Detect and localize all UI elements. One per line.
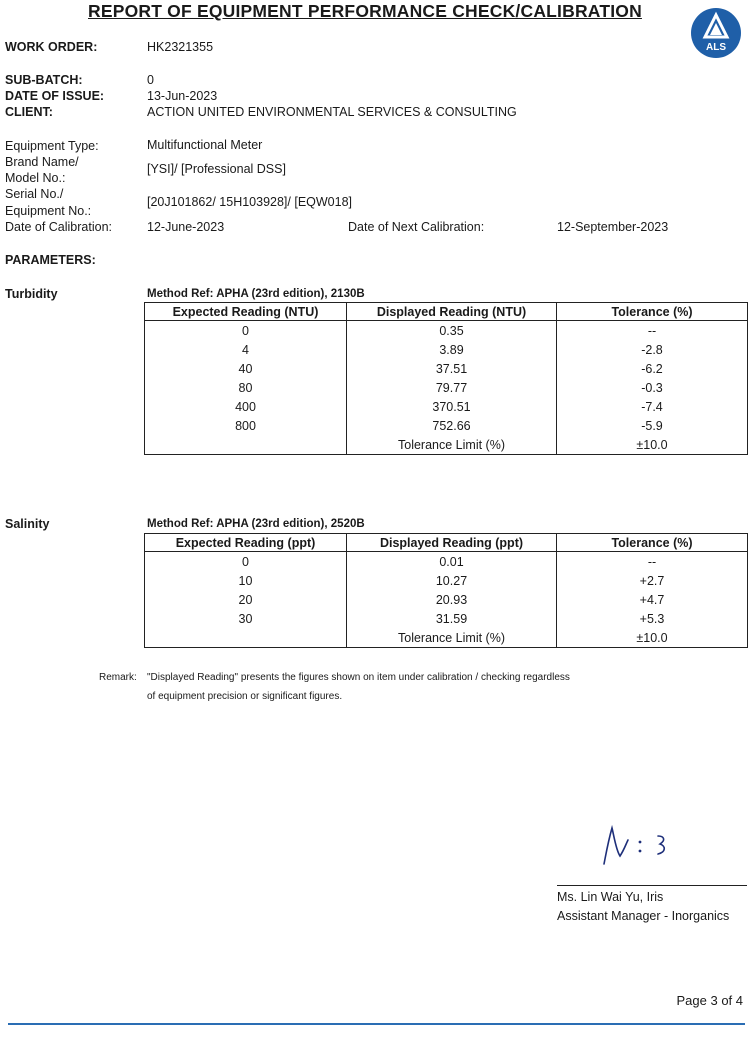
table-header-row bbox=[145, 303, 748, 321]
work-order-value: HK2321355 bbox=[147, 40, 214, 54]
tolerance-limit-value: ±10.0 bbox=[557, 435, 748, 455]
displayed-cell: 31.59 bbox=[347, 609, 557, 628]
tolerance-cell: +2.7 bbox=[557, 571, 748, 590]
tolerance-limit-label: Tolerance Limit (%) bbox=[347, 628, 557, 648]
expected-cell: 10 bbox=[145, 571, 347, 590]
turbidity-method: Method Ref: APHA (23rd edition), 2130B bbox=[147, 288, 365, 300]
column-header: Displayed Reading (ppt) bbox=[347, 534, 557, 552]
remark-label: Remark: bbox=[99, 672, 137, 683]
table-header-row bbox=[145, 534, 748, 552]
equipment-type-value: Multifunctional Meter bbox=[147, 138, 263, 152]
sub-batch-value: 0 bbox=[147, 73, 154, 87]
tolerance-cell: -- bbox=[557, 321, 748, 341]
tolerance-limit-row bbox=[145, 435, 748, 455]
table-row bbox=[145, 590, 748, 609]
serial-value: [20J101862/ 15H103928]/ [EQW018] bbox=[147, 195, 353, 209]
expected-cell: 20 bbox=[145, 590, 347, 609]
expected-cell: 80 bbox=[145, 378, 347, 397]
displayed-cell: 0.01 bbox=[347, 552, 557, 572]
tolerance-cell: -7.4 bbox=[557, 397, 748, 416]
expected-cell: 40 bbox=[145, 359, 347, 378]
turbidity-table bbox=[144, 302, 748, 455]
logo-text: ALS bbox=[706, 42, 726, 53]
displayed-cell: 79.77 bbox=[347, 378, 557, 397]
als-logo bbox=[690, 7, 742, 59]
table-row bbox=[145, 359, 748, 378]
column-header: Expected Reading (ppt) bbox=[145, 534, 347, 552]
displayed-cell: 37.51 bbox=[347, 359, 557, 378]
tolerance-limit-value: ±10.0 bbox=[557, 628, 748, 648]
empty-cell bbox=[145, 628, 347, 648]
table-row bbox=[145, 340, 748, 359]
next-calibration-value: 12-September-2023 bbox=[557, 220, 669, 234]
serial-label-1: Serial No./ bbox=[5, 187, 64, 201]
expected-cell: 30 bbox=[145, 609, 347, 628]
displayed-cell: 752.66 bbox=[347, 416, 557, 435]
footer-divider bbox=[8, 1023, 745, 1025]
displayed-cell: 370.51 bbox=[347, 397, 557, 416]
work-order-label: WORK ORDER: bbox=[5, 40, 98, 54]
displayed-cell: 20.93 bbox=[347, 590, 557, 609]
serial-label-2: Equipment No.: bbox=[5, 204, 92, 218]
table-row bbox=[145, 416, 748, 435]
signatory-title: Assistant Manager - Inorganics bbox=[557, 909, 730, 923]
displayed-cell: 0.35 bbox=[347, 321, 557, 341]
table-row bbox=[145, 378, 748, 397]
column-header: Displayed Reading (NTU) bbox=[347, 303, 557, 321]
salinity-table bbox=[144, 533, 748, 648]
parameters-label: PARAMETERS: bbox=[5, 253, 96, 267]
displayed-cell: 10.27 bbox=[347, 571, 557, 590]
salinity-method: Method Ref: APHA (23rd edition), 2520B bbox=[147, 518, 365, 530]
table-row bbox=[145, 552, 748, 572]
column-header: Expected Reading (NTU) bbox=[145, 303, 347, 321]
handwritten-signature bbox=[596, 820, 676, 868]
expected-cell: 4 bbox=[145, 340, 347, 359]
report-title: REPORT OF EQUIPMENT PERFORMANCE CHECK/CALIBRATION bbox=[88, 1, 642, 21]
column-header: Tolerance (%) bbox=[557, 534, 748, 552]
signature-line bbox=[557, 885, 747, 886]
brand-label-2: Model No.: bbox=[5, 171, 66, 185]
calibration-date-label: Date of Calibration: bbox=[5, 220, 113, 234]
equipment-type-label: Equipment Type: bbox=[5, 139, 99, 153]
table-row bbox=[145, 609, 748, 628]
date-of-issue-label: DATE OF ISSUE: bbox=[5, 89, 105, 103]
tolerance-cell: +5.3 bbox=[557, 609, 748, 628]
date-of-issue-value: 13-Jun-2023 bbox=[147, 89, 218, 103]
client-label: CLIENT: bbox=[5, 105, 53, 119]
signatory-name: Ms. Lin Wai Yu, Iris bbox=[557, 890, 664, 904]
tolerance-limit-row bbox=[145, 628, 748, 648]
tolerance-cell: -- bbox=[557, 552, 748, 572]
calibration-date-value: 12-June-2023 bbox=[147, 220, 225, 234]
column-header: Tolerance (%) bbox=[557, 303, 748, 321]
turbidity-label: Turbidity bbox=[5, 287, 58, 301]
remark-line-1: "Displayed Reading" presents the figures shown on item under calibration / checking regardless bbox=[147, 672, 570, 683]
brand-value: [YSI]/ [Professional DSS] bbox=[147, 162, 286, 176]
sub-batch-label: SUB-BATCH: bbox=[5, 73, 83, 87]
client-value: ACTION UNITED ENVIRONMENTAL SERVICES & CONSULTING bbox=[147, 105, 517, 119]
next-calibration-label: Date of Next Calibration: bbox=[348, 220, 485, 234]
table-row bbox=[145, 571, 748, 590]
table-row bbox=[145, 321, 748, 341]
brand-label-1: Brand Name/ bbox=[5, 155, 79, 169]
displayed-cell: 3.89 bbox=[347, 340, 557, 359]
empty-cell bbox=[145, 435, 347, 455]
salinity-label: Salinity bbox=[5, 517, 50, 531]
expected-cell: 0 bbox=[145, 321, 347, 341]
remark-line-2: of equipment precision or significant figures. bbox=[147, 691, 343, 702]
tolerance-cell: -6.2 bbox=[557, 359, 748, 378]
expected-cell: 800 bbox=[145, 416, 347, 435]
table-row bbox=[145, 397, 748, 416]
tolerance-cell: -5.9 bbox=[557, 416, 748, 435]
tolerance-limit-label: Tolerance Limit (%) bbox=[347, 435, 557, 455]
tolerance-cell: +4.7 bbox=[557, 590, 748, 609]
page-number: Page 3 of 4 bbox=[676, 993, 743, 1008]
tolerance-cell: -0.3 bbox=[557, 378, 748, 397]
expected-cell: 400 bbox=[145, 397, 347, 416]
tolerance-cell: -2.8 bbox=[557, 340, 748, 359]
expected-cell: 0 bbox=[145, 552, 347, 572]
